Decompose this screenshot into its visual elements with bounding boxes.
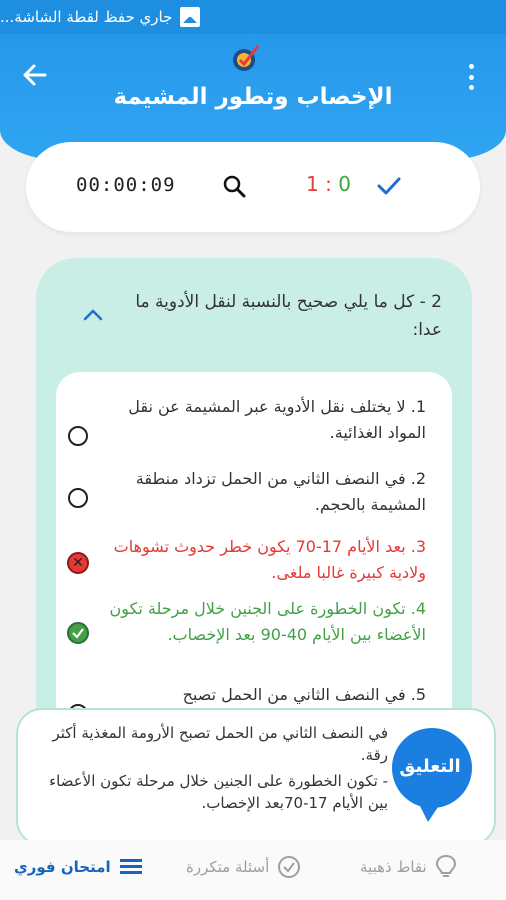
lightbulb-icon [435,854,457,880]
bottom-navigation [0,840,506,900]
option-text: 1. لا يختلف نقل الأدوية عبر المشيمة عن نقل المواد الغذائية. [128,397,426,442]
option-text: 5. في النصف الثاني من الحمل تصبح [182,685,426,704]
timer: 00:00:09 [76,174,176,196]
page-title: الإخصاب وتطور المشيمة [113,84,393,110]
check-circle-icon [277,855,301,879]
question-card [36,258,472,758]
score-separator: : [325,172,332,196]
image-icon [180,7,200,27]
list-icon [119,857,143,877]
option-text: 2. في النصف الثاني من الحمل تزداد منطقة المشيمة بالحجم. [135,469,426,514]
quiz-status-card [26,142,480,232]
search-icon[interactable] [222,174,246,198]
question-text: 2 - كل ما يلي صحيح بالنسبة لنقل الأدوية ما عدا: [135,292,442,340]
comment-label: التعليق [399,756,461,777]
nav-label: أسئلة متكررة [186,858,270,876]
comment-text [34,722,388,818]
nav-instant-exam[interactable] [14,852,143,882]
nav-golden-points[interactable] [360,852,457,882]
status-bar [0,0,506,34]
radio-button[interactable] [68,426,88,446]
comment-line-1: في النصف الثاني من الحمل تصبح الأرومة المغذية أكثر رقة. [52,724,388,764]
status-text: جاري حفظ لقطة الشاشة... [0,8,173,26]
option-text: 3. بعد الأيام 17-70 يكون خطر حدوث تشوهات ولادية كبيرة غالبا ملغى. [113,537,426,582]
score [306,172,351,196]
radio-button[interactable] [68,488,88,508]
nav-label: امتحان فوري [14,858,111,876]
app-logo-icon [230,42,262,74]
wrong-mark-icon[interactable]: ✕ [67,552,89,574]
chevron-up-icon[interactable] [82,306,104,322]
correct-mark-icon[interactable] [67,622,89,644]
score-right: 0 [338,172,351,196]
nav-repeated-questions[interactable] [186,852,301,882]
option-text: 4. تكون الخطورة على الجنين خلال مرحلة تكون الأعضاء بين الأيام 40-90 بعد الإخصاب. [109,599,426,644]
comment-line-2: - تكون الخطورة على الجنين خلال مرحلة تكون الأعضاء بين الأيام 17-70بعد الإخصاب. [49,772,388,812]
more-menu-icon[interactable] [466,64,476,90]
nav-label: نقاط ذهبية [360,858,427,876]
score-wrong: 1 [306,172,319,196]
check-icon[interactable] [376,174,402,198]
